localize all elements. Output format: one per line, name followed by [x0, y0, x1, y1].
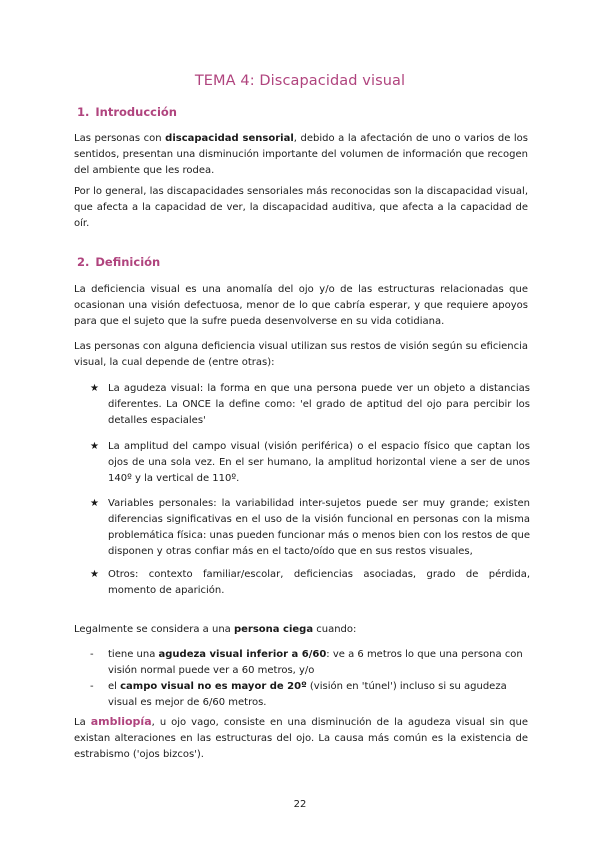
text-run: cuando: — [313, 624, 357, 635]
definition-paragraph-2: Las personas con alguna deficiencia visual utilizan sus restos de visión según su eficiencia visual, la cual depende de (entre otras): — [74, 341, 528, 368]
list-item — [90, 439, 530, 487]
list-item — [90, 567, 530, 599]
list-item-text: La agudeza visual: la forma en que una persona puede ver un objeto a distancias diferentes. La ONCE la define como: 'el grado de aptitud del ojo para percibir los detalles espaciales' — [108, 383, 530, 426]
bold-term: agudeza visual inferior a 6/60 — [158, 649, 327, 660]
section-number: 2. — [77, 255, 90, 269]
amblyopia-paragraph — [74, 714, 528, 763]
list-item — [90, 381, 530, 429]
star-bullet-icon: ★ — [90, 569, 99, 580]
text-run: tiene una — [108, 649, 159, 660]
text-run: , debido a la afectación de uno o varios de los sentidos, presentan una disminución importante del volumen de información que recogen del ambiente que les rodea. — [74, 133, 529, 176]
star-bullet-icon: ★ — [90, 383, 99, 394]
section-label: Definición — [95, 255, 161, 269]
section-label: Introducción — [95, 105, 177, 119]
intro-paragraph-1 — [74, 131, 528, 179]
intro-paragraph-2: Por lo general, las discapacidades sensoriales más reconocidas son la discapacidad visual, que afecta a la capacidad de ver, la discapacidad auditiva, que afecta a la capacidad de oír. — [74, 186, 528, 229]
list-item-text — [108, 647, 530, 679]
star-bullet-icon: ★ — [90, 498, 99, 509]
list-item — [90, 496, 530, 560]
list-item-text — [108, 679, 530, 711]
page-number: 22 — [293, 799, 307, 810]
page-title: TEMA 4: Discapacidad visual — [194, 73, 406, 89]
list-item — [90, 679, 530, 711]
text-run: (visión en 'túnel') incluso si su agudeza visual es mejor de 6/60 metros. — [108, 681, 507, 708]
definition-paragraph-1: La deficiencia visual es una anomalía del ojo y/o de las estructuras relacionadas que ocasionan una visión defectuosa, menor de lo que cabría esperar, y que requiere apoyos para que el sujeto que la sufre pueda desenvolverse en su vida cotidiana. — [74, 284, 528, 327]
highlighted-term: ambliopía — [90, 715, 152, 728]
star-bullet-icon: ★ — [90, 441, 99, 452]
list-item — [90, 647, 530, 679]
legal-intro-paragraph — [74, 622, 528, 638]
list-item-text: La amplitud del campo visual (visión periférica) o el espacio físico que captan los ojos de una sola vez. En el ser humano, la amplitud horizontal viene a ser de unos 140º y la vertical de 110º. — [108, 441, 530, 484]
dash-bullet: - — [90, 681, 94, 692]
bold-term: campo visual no es mayor de 20º — [120, 681, 307, 692]
bold-term: persona ciega — [233, 624, 314, 635]
section-heading-introduccion — [77, 105, 177, 119]
text-run: : ve a 6 metros lo que una persona con visión normal puede ver a 60 metros, y/o — [108, 649, 523, 676]
text-run: La — [74, 717, 91, 728]
section-number: 1. — [77, 105, 90, 119]
text-run: Las personas con — [74, 133, 166, 144]
list-item-text: Otros: contexto familiar/escolar, deficiencias asociadas, grado de pérdida, momento de aparición. — [108, 569, 530, 596]
list-item-text: Variables personales: la variabilidad inter-sujetos puede ser muy grande; existen diferencias significativas en el uso de la visión funcional en personas con la misma problemática física: unas pueden funcionar más o menos bien con los restos de que disponen y otras confiar más en el tacto/oído que en sus restos visuales, — [108, 498, 530, 557]
text-run: el — [108, 681, 121, 692]
text-run: , u ojo vago, consiste en una disminución de la agudeza visual sin que existan alteraciones en las estructuras del ojo. La causa más común es la existencia de estrabismo ('ojos bizcos'). — [74, 717, 528, 760]
dash-bullet: - — [90, 649, 94, 660]
text-run: Legalmente se considera a una — [74, 624, 234, 635]
section-heading-definicion — [77, 255, 160, 269]
bold-term: discapacidad sensorial — [165, 133, 294, 144]
